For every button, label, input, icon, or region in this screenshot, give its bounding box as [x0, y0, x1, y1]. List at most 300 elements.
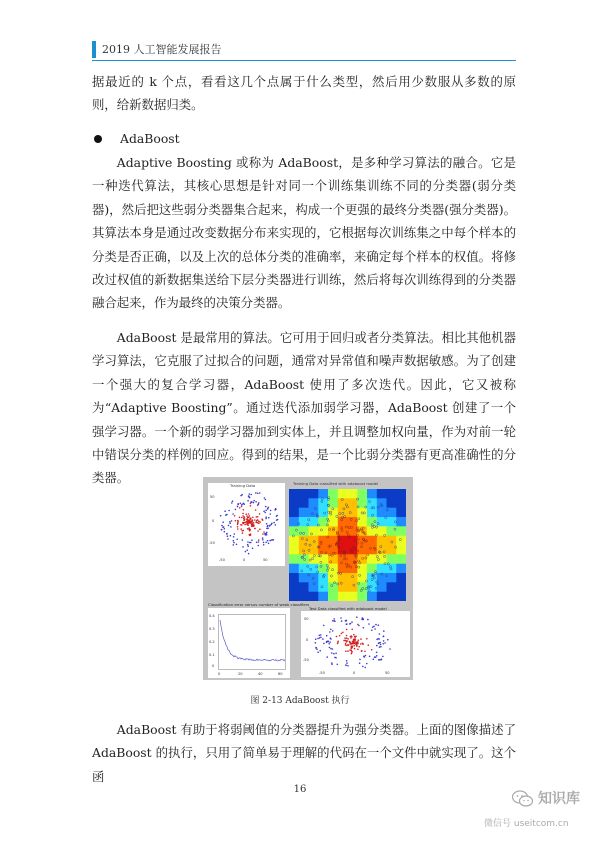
panel-classified-heatmap: [285, 481, 409, 601]
point-class-red: [360, 638, 362, 640]
heatmap-cell: [357, 508, 367, 518]
heatmap-cell: [289, 536, 299, 546]
point-class-blue: [323, 625, 325, 627]
point-class-red: [351, 648, 353, 650]
p3-xtick: 40: [258, 672, 263, 676]
heatmap-cell: [357, 564, 367, 574]
heatmap-cell: [387, 526, 397, 536]
point-class-red: [337, 643, 339, 645]
point-class-red: [243, 522, 245, 524]
page-number: 16: [293, 784, 307, 795]
point-class-blue: [269, 540, 271, 542]
point-class-blue: [320, 634, 322, 636]
heatmap-cell: [387, 592, 397, 601]
point-class-blue: [376, 652, 378, 654]
point-class-blue: [269, 525, 271, 527]
point-class-blue: [271, 539, 273, 541]
panel-training-data: [208, 483, 285, 566]
point-class-blue: [253, 502, 255, 504]
point-class-blue: [332, 620, 334, 622]
point-class-red: [244, 516, 246, 518]
point-class-red: [257, 516, 259, 518]
point-class-blue: [333, 653, 335, 655]
point-class-red: [243, 530, 245, 532]
point-class-red: [258, 520, 260, 522]
point-class-red: [237, 528, 239, 530]
point-class-blue: [384, 642, 386, 644]
point-class-blue: [333, 620, 335, 622]
heatmap-cell: [357, 517, 367, 527]
heatmap-cell: [338, 592, 348, 601]
point-class-blue: [319, 650, 321, 652]
heatmap-cell: [318, 489, 328, 499]
error-curve-plot: [218, 614, 286, 670]
point-class-red: [358, 639, 360, 641]
point-class-blue: [270, 510, 272, 512]
point-class-red: [237, 520, 239, 522]
point-class-blue: [264, 497, 266, 499]
heatmap-cell: [377, 498, 387, 508]
p3-ytick: 0.1: [209, 653, 215, 657]
point-class-blue: [275, 509, 277, 511]
point-class-red: [346, 629, 348, 631]
point-class-red: [241, 517, 243, 519]
point-class-red: [254, 519, 256, 521]
heatmap-cell: [318, 592, 328, 601]
point-class-red: [360, 643, 362, 645]
point-class-blue: [233, 540, 235, 542]
point-class-blue: [359, 659, 361, 661]
point-class-red: [244, 522, 246, 524]
point-class-blue: [328, 643, 330, 645]
header-accent-bar: [92, 41, 96, 58]
point-class-blue: [378, 659, 380, 661]
point-class-blue: [227, 538, 229, 540]
p4-ytick: 0: [306, 638, 309, 642]
bullet-label: AdaBoost: [120, 131, 180, 146]
heatmap-cell: [348, 564, 358, 574]
heatmap-cell: [377, 508, 387, 518]
heatmap-cell: [328, 498, 338, 508]
point-class-red: [353, 634, 355, 636]
heatmap-cell: [367, 564, 377, 574]
point-class-blue: [382, 643, 384, 645]
heatmap-cell: [289, 526, 299, 536]
point-class-red: [259, 528, 261, 530]
p1-xtick: 0: [243, 558, 246, 562]
point-class-blue: [230, 526, 232, 528]
point-class-blue: [380, 646, 382, 648]
point-class-blue: [232, 500, 234, 502]
bullet-dot: [94, 135, 102, 143]
point-class-blue: [331, 662, 333, 664]
heatmap-cell: [338, 573, 348, 583]
point-class-red: [256, 522, 258, 524]
heatmap-cell: [299, 592, 309, 601]
point-class-blue: [231, 520, 233, 522]
point-class-blue: [258, 545, 260, 547]
heatmap-cell: [357, 592, 367, 601]
point-class-blue: [233, 544, 235, 546]
point-class-blue: [326, 642, 328, 644]
point-class-blue: [315, 647, 317, 649]
heatmap-cell: [348, 489, 358, 499]
point-class-blue: [366, 663, 368, 665]
heatmap-cell: [299, 508, 309, 518]
point-class-blue: [242, 546, 244, 548]
heatmap-cell: [328, 573, 338, 583]
point-class-red: [261, 518, 263, 520]
point-class-blue: [378, 643, 380, 645]
heatmap-cell: [348, 498, 358, 508]
point-class-red: [341, 633, 343, 635]
point-class-blue: [257, 493, 259, 495]
point-class-red: [371, 649, 373, 651]
point-class-red: [350, 637, 352, 639]
point-class-blue: [351, 621, 353, 623]
heatmap-cell: [309, 526, 319, 536]
point-class-red: [347, 650, 349, 652]
point-class-blue: [371, 630, 373, 632]
heatmap-cell: [387, 517, 397, 527]
point-class-blue: [246, 549, 248, 551]
point-class-red: [250, 505, 252, 507]
p1-xtick: -50: [219, 558, 225, 562]
heatmap-cell: [387, 536, 397, 546]
p3-ytick: 0.2: [209, 640, 215, 644]
point-class-blue: [243, 503, 245, 505]
point-class-red: [364, 651, 366, 653]
point-class-blue: [376, 655, 378, 657]
point-class-blue: [347, 665, 349, 667]
classification-heatmap: [289, 489, 406, 601]
heatmap-cell: [396, 498, 406, 508]
point-class-red: [358, 646, 360, 648]
point-class-blue: [262, 537, 264, 539]
point-class-blue: [234, 533, 236, 535]
point-class-red: [237, 526, 239, 528]
point-class-red: [263, 531, 265, 533]
point-class-blue: [227, 535, 229, 537]
point-class-blue: [232, 513, 234, 515]
point-class-blue: [268, 517, 270, 519]
heatmap-cell: [299, 517, 309, 527]
heatmap-cell: [396, 564, 406, 574]
point-class-red: [246, 515, 248, 517]
point-class-red: [353, 645, 355, 647]
p4-xtick: 0: [353, 671, 356, 675]
point-class-blue: [263, 544, 265, 546]
point-class-red: [245, 513, 247, 515]
point-class-blue: [346, 660, 348, 662]
point-class-red: [254, 528, 256, 530]
point-class-red: [351, 651, 353, 653]
point-class-red: [354, 648, 356, 650]
point-class-blue: [264, 512, 266, 514]
point-class-blue: [230, 535, 232, 537]
point-class-blue: [326, 656, 328, 658]
point-class-blue: [236, 544, 238, 546]
point-class-blue: [241, 504, 243, 506]
heatmap-cell: [289, 498, 299, 508]
point-class-red: [347, 640, 349, 642]
point-class-blue: [368, 623, 370, 625]
point-class-red: [256, 516, 258, 518]
heatmap-cell: [396, 517, 406, 527]
point-class-blue: [380, 644, 382, 646]
p4-ytick: 50: [304, 617, 309, 621]
error-plot-axes: [219, 615, 286, 670]
p1-ytick: 0: [212, 519, 215, 523]
point-class-blue: [375, 624, 377, 626]
point-class-red: [356, 642, 358, 644]
point-class-blue: [363, 627, 365, 629]
point-class-red: [235, 520, 237, 522]
point-class-red: [239, 507, 241, 509]
point-class-blue: [247, 545, 249, 547]
point-class-red: [255, 509, 257, 511]
point-class-red: [247, 517, 249, 519]
point-class-blue: [236, 539, 238, 541]
point-class-red: [249, 518, 251, 520]
point-class-blue: [265, 542, 267, 544]
heatmap-cell: [318, 508, 328, 518]
point-class-blue: [345, 664, 347, 666]
point-class-red: [355, 636, 357, 638]
point-class-red: [354, 639, 356, 641]
heatmap-cell: [377, 536, 387, 546]
point-class-blue: [268, 543, 270, 545]
point-class-blue: [250, 501, 252, 503]
point-class-blue: [322, 638, 324, 640]
p3-ytick: 0.3: [209, 627, 215, 631]
point-class-red: [248, 519, 250, 521]
point-class-blue: [329, 631, 331, 633]
heatmap-cell: [289, 489, 299, 499]
point-class-blue: [224, 531, 226, 533]
watermark-sub: 微信号 useitcom.cn: [484, 819, 569, 829]
point-class-blue: [233, 542, 235, 544]
heatmap-cell: [338, 582, 348, 592]
point-class-blue: [275, 524, 277, 526]
heatmap-cell: [289, 582, 299, 592]
heatmap-cell: [367, 498, 377, 508]
heatmap-cell: [289, 508, 299, 518]
point-class-blue: [229, 522, 231, 524]
point-class-blue: [359, 662, 361, 664]
paragraph-adaboost-usage: AdaBoost 是最常用的算法。它可用于回归或者分类算法。相比其他机器学习算法，它克服了过拟合的问题，通常对异常值和噪声数据敏感。为了创建一个强大的复合学习器，AdaBoost 使用了多次迭代。因此，它又被称为“Adaptive Boosting”。通过迭代添加弱学习器，AdaBoost 创建了一个强学习器。一个新的弱学习器加到实体上，并且调整加权向量，作为对前一轮中错误分类的样例的回应。得到的结果，是一个比弱分类器有更高准确性的分类器。: [92, 330, 516, 486]
point-class-blue: [265, 510, 267, 512]
point-class-blue: [326, 635, 328, 637]
heatmap-cell: [309, 498, 319, 508]
heatmap-cell: [387, 498, 397, 508]
point-class-blue: [266, 523, 268, 525]
p3-xtick: 0: [218, 672, 221, 676]
point-class-blue: [356, 616, 358, 618]
point-class-blue: [329, 647, 331, 649]
point-class-blue: [376, 645, 378, 647]
point-class-red: [349, 642, 351, 644]
panel-error-curve: [208, 602, 310, 678]
point-class-blue: [365, 655, 367, 657]
point-class-red: [342, 632, 344, 634]
point-class-blue: [263, 542, 265, 544]
heatmap-cell: [367, 517, 377, 527]
error-curve-line: [220, 620, 285, 661]
heatmap-cell: [299, 573, 309, 583]
p4-xtick: 50: [385, 671, 390, 675]
point-class-blue: [221, 529, 223, 531]
point-class-red: [239, 517, 241, 519]
point-class-blue: [221, 525, 223, 527]
point-class-blue: [330, 629, 332, 631]
point-class-red: [346, 635, 348, 637]
point-class-blue: [222, 521, 224, 523]
point-class-blue: [379, 646, 381, 648]
point-class-blue: [376, 639, 378, 641]
point-class-blue: [369, 656, 371, 658]
heatmap-cell: [338, 536, 348, 546]
p1-ytick: 50: [210, 495, 215, 499]
point-class-blue: [258, 541, 260, 543]
heatmap-cell: [367, 489, 377, 499]
point-class-red: [250, 529, 252, 531]
point-class-blue: [231, 502, 233, 504]
point-class-blue: [331, 652, 333, 654]
point-class-blue: [265, 499, 267, 501]
point-class-red: [366, 638, 368, 640]
heatmap-cell: [318, 564, 328, 574]
panel-test-data: [301, 606, 410, 677]
point-class-blue: [373, 626, 375, 628]
point-class-red: [242, 515, 244, 517]
point-class-blue: [332, 630, 334, 632]
heatmap-cell: [289, 517, 299, 527]
point-class-blue: [267, 508, 269, 510]
point-class-blue: [262, 539, 264, 541]
watermark-name: 知识库: [538, 791, 580, 807]
p4-xtick: -50: [319, 671, 325, 675]
point-class-blue: [315, 642, 317, 644]
test-scatter-plot: [313, 614, 405, 670]
point-class-red: [248, 513, 250, 515]
point-class-red: [251, 525, 253, 527]
heatmap-cell: [309, 582, 319, 592]
point-class-red: [347, 638, 349, 640]
point-class-blue: [268, 507, 270, 509]
point-class-blue: [332, 648, 334, 650]
point-class-red: [237, 522, 239, 524]
training-scatter-plot: [218, 489, 280, 555]
point-class-blue: [319, 637, 321, 639]
heatmap-cell: [299, 489, 309, 499]
point-class-blue: [383, 630, 385, 632]
panel4-title: Test Data classified with adaboost model: [309, 606, 387, 611]
point-class-blue: [327, 641, 329, 643]
point-class-red: [351, 629, 353, 631]
point-class-blue: [330, 648, 332, 650]
point-class-red: [248, 527, 250, 529]
point-class-blue: [247, 500, 249, 502]
point-class-red: [242, 513, 244, 515]
point-class-blue: [362, 666, 364, 668]
heatmap-cell: [289, 554, 299, 564]
heatmap-cell: [377, 564, 387, 574]
point-class-blue: [240, 495, 242, 497]
panel1-title: Training Data: [230, 483, 256, 488]
point-class-blue: [373, 658, 375, 660]
heatmap-cell: [377, 517, 387, 527]
wechat-icon: [512, 790, 534, 808]
heatmap-cell: [396, 592, 406, 601]
point-class-blue: [249, 542, 251, 544]
point-class-blue: [350, 623, 352, 625]
point-class-blue: [387, 639, 389, 641]
point-class-red: [346, 637, 348, 639]
heatmap-cell: [299, 582, 309, 592]
point-class-blue: [269, 513, 271, 515]
heatmap-cell: [318, 498, 328, 508]
point-class-red: [356, 644, 358, 646]
heatmap-cell: [396, 489, 406, 499]
point-class-blue: [335, 657, 337, 659]
point-class-blue: [226, 533, 228, 535]
heatmap-cell: [328, 592, 338, 601]
heatmap-cell: [387, 573, 397, 583]
heatmap-cell: [396, 582, 406, 592]
panel2-title: Training Data classified with adaboost model: [293, 481, 379, 486]
point-class-red: [246, 518, 248, 520]
p3-ytick: 0: [212, 664, 215, 668]
heatmap-cell: [289, 545, 299, 555]
point-class-blue: [228, 525, 230, 527]
point-class-blue: [389, 648, 391, 650]
point-class-blue: [258, 502, 260, 504]
heatmap-cell: [387, 489, 397, 499]
point-class-blue: [346, 620, 348, 622]
point-class-blue: [259, 492, 261, 494]
point-class-blue: [265, 506, 267, 508]
point-class-blue: [383, 636, 385, 638]
point-class-red: [247, 525, 249, 527]
point-class-red: [262, 533, 264, 535]
point-class-blue: [252, 548, 254, 550]
heatmap-cell: [367, 545, 377, 555]
point-class-red: [251, 524, 253, 526]
heatmap-cell: [289, 573, 299, 583]
point-class-blue: [273, 522, 275, 524]
p3-xtick: 60: [278, 672, 283, 676]
point-class-blue: [317, 638, 319, 640]
point-class-blue: [333, 618, 335, 620]
point-class-red: [252, 517, 254, 519]
point-class-blue: [256, 542, 258, 544]
point-class-red: [362, 643, 364, 645]
point-class-blue: [346, 623, 348, 625]
running-header: [92, 40, 222, 58]
heatmap-cell: [318, 526, 328, 536]
point-class-red: [361, 650, 363, 652]
point-class-blue: [277, 519, 279, 521]
panel3-title: Classification error versus number of weak classifiers: [208, 602, 310, 607]
heatmap-cell: [289, 564, 299, 574]
point-class-blue: [358, 625, 360, 627]
heatmap-cell: [309, 592, 319, 601]
point-class-blue: [374, 628, 376, 630]
point-class-blue: [242, 539, 244, 541]
point-class-blue: [341, 620, 343, 622]
point-class-blue: [276, 515, 278, 517]
